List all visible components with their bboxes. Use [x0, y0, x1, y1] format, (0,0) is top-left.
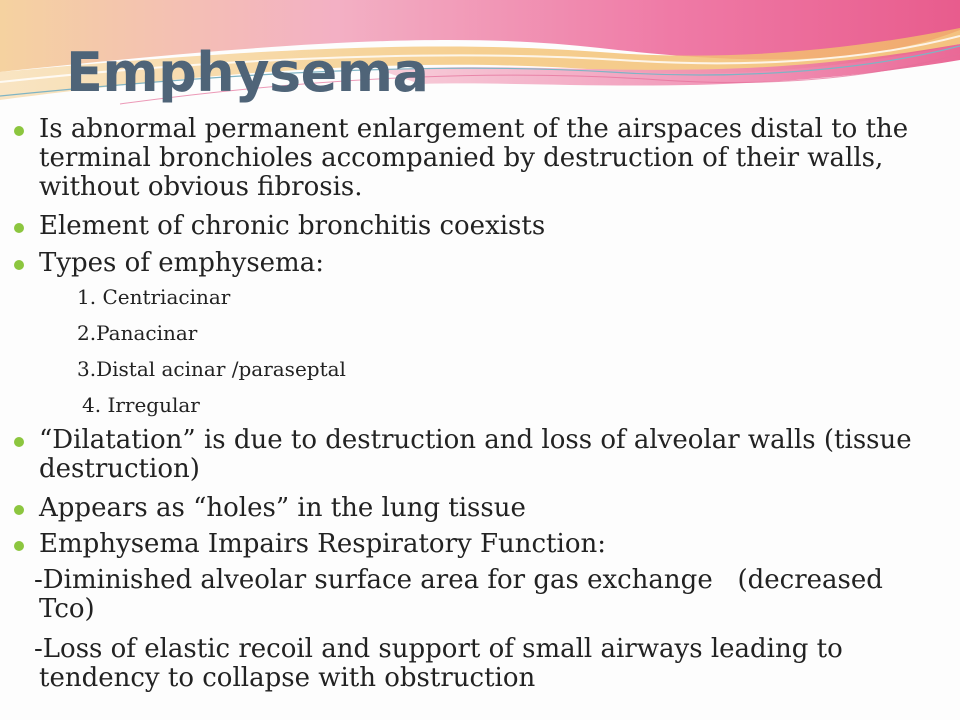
type-item: 4. Irregular — [82, 393, 200, 417]
slide-title: Emphysema — [66, 41, 429, 104]
detail-line: -Diminished alveolar surface area for gas exchange (decreased Tco) — [34, 565, 892, 624]
bullet-text: Types of emphysema: — [39, 248, 324, 278]
bullet-dot-icon — [14, 437, 24, 447]
type-item: 3.Distal acinar /paraseptal — [77, 357, 346, 381]
type-item: 1. Centriacinar — [77, 285, 231, 309]
bullet-item — [14, 249, 944, 278]
detail-line: -Loss of elastic recoil and support of small airways leading to tendency to collapse with obstruction — [34, 634, 843, 693]
bullet-text: Emphysema Impairs Respiratory Function: — [39, 529, 606, 559]
bullet-dot-icon — [14, 223, 24, 233]
bullet-text: “Dilatation” is due to destruction and loss of alveolar walls (tissue destruction) — [39, 425, 912, 484]
bullet-item — [14, 494, 944, 523]
slide-content — [14, 113, 944, 693]
bullet-text: Element of chronic bronchitis coexists — [39, 211, 546, 241]
bullet-text: Is abnormal permanent enlargement of the airspaces distal to the terminal bronchioles accompanied by destruction of their walls, without obvious fibrosis. — [39, 114, 909, 202]
bullet-item — [14, 426, 944, 484]
bullet-text: Appears as “holes” in the lung tissue — [39, 493, 526, 523]
bullet-item — [14, 530, 944, 559]
bullet-item — [14, 212, 944, 241]
bullet-dot-icon — [14, 541, 24, 551]
bullet-item — [14, 115, 944, 202]
bullet-dot-icon — [14, 126, 24, 136]
type-item: 2.Panacinar — [77, 321, 198, 345]
bullet-dot-icon — [14, 260, 24, 270]
bullet-dot-icon — [14, 505, 24, 515]
